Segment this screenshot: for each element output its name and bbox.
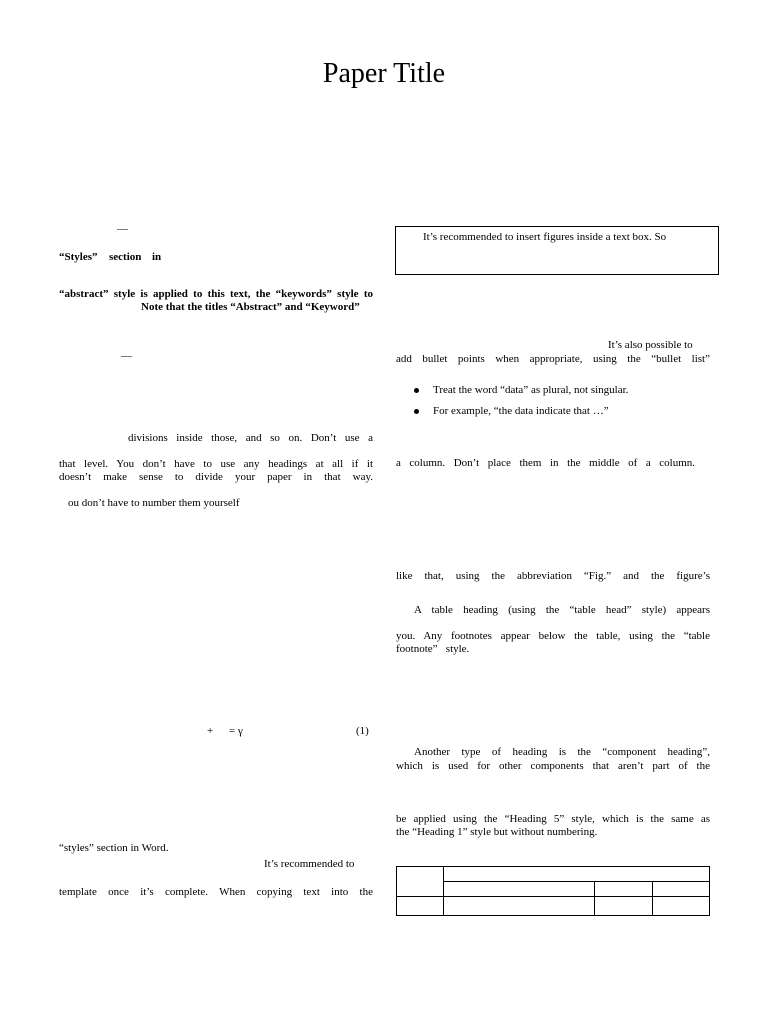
dash-2: — (121, 350, 132, 362)
figure-text-box (395, 226, 719, 275)
table-cell (444, 897, 595, 916)
table-heading-line: A table heading (using the “table head” style) appears (414, 604, 710, 616)
fig-line: like that, using the abbreviation “Fig.” and the figure’s (396, 570, 710, 582)
bullet-dot-2 (414, 409, 419, 414)
styles-word: “Styles” (59, 251, 98, 263)
that-level-line: that level. You don’t have to use any headings at all if it (59, 458, 373, 470)
heading1-line: the “Heading 1” style but without numbering. (396, 826, 598, 838)
table-cell (397, 867, 444, 897)
footnotes-line: you. Any footnotes appear below the table, using the “table (396, 630, 710, 642)
table-cell (397, 897, 444, 916)
in-word: in (152, 251, 162, 263)
bullet-intro-line: add bullet points when appropriate, using the “bullet list” (396, 353, 710, 365)
equation-number: (1) (356, 725, 369, 737)
titles-note: Note that the titles “Abstract” and “Keyword” (141, 301, 360, 313)
bullet-dot-1 (414, 388, 419, 393)
equation-gamma: = γ (229, 725, 243, 737)
number-line: ou don’t have to number them yourself (68, 497, 240, 509)
also-possible-line: It’s also possible to (608, 339, 693, 351)
template-line: template once it’s complete. When copying text into the (59, 886, 373, 898)
table-cell (653, 897, 710, 916)
sense-line: doesn’t make sense to divide your paper in that way. (59, 471, 373, 483)
equation-plus: + (207, 725, 214, 737)
paper-title: Paper Title (322, 58, 446, 89)
empty-table (396, 866, 710, 916)
column-line: a column. Don’t place them in the middle of a column. (396, 457, 695, 469)
divisions-line: divisions inside those, and so on. Don’t use a (128, 432, 373, 444)
table-cell (444, 867, 710, 882)
table-cell (653, 882, 710, 897)
section-word: section (109, 251, 142, 263)
component-line: Another type of heading is the “component heading”, (414, 746, 710, 758)
bullet-item-1: Treat the word “data” as plural, not singular. (433, 384, 629, 396)
heading5-line: be applied using the “Heading 5” style, which is the same as (396, 813, 710, 825)
table-cell (595, 882, 653, 897)
dash-1: — (117, 223, 128, 235)
table-cell (595, 897, 653, 916)
figure-box-text: It’s recommended to insert figures inside a text box. So (423, 231, 667, 243)
component-line-2: which is used for other components that aren’t part of the (396, 760, 710, 772)
bullet-item-2: For example, “the data indicate that …” (433, 405, 609, 417)
abstract-line: “abstract” style is applied to this text, the “keywords” style to (59, 288, 373, 300)
table-cell (444, 882, 595, 897)
footnote-style-line: footnote” style. (396, 643, 470, 655)
recommended-line: It’s recommended to (264, 858, 355, 870)
styles-section-line: “styles” section in Word. (59, 842, 169, 854)
